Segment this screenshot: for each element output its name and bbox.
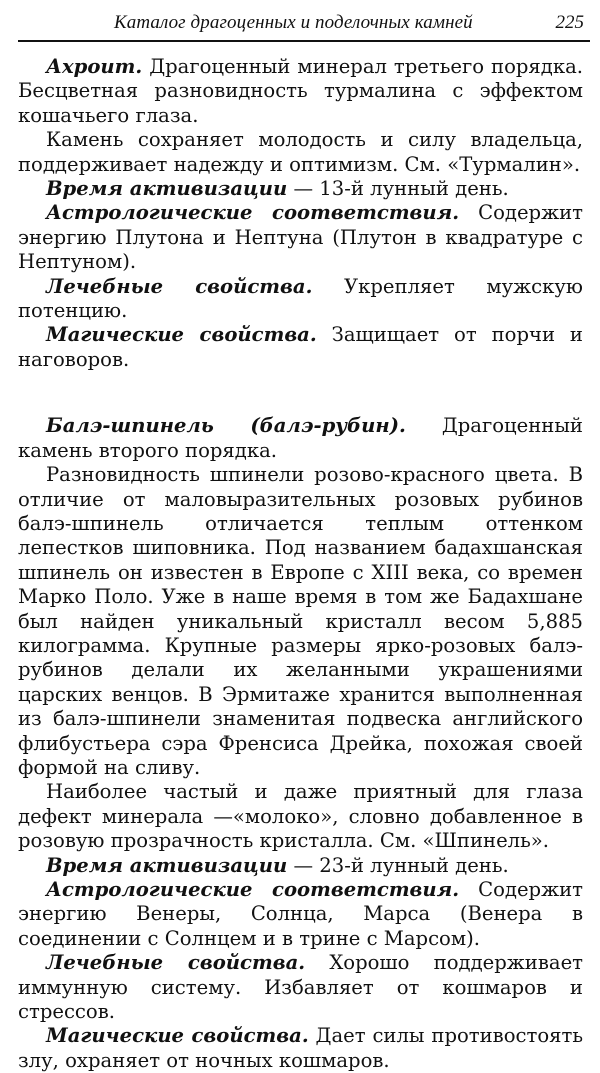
activation-label: Время активизации xyxy=(46,853,288,877)
page-content xyxy=(18,55,583,1073)
astro-label: Астрологические соответствия. xyxy=(46,201,460,225)
entry-definition: Драгоценный минерал третьего порядка. Бесцветная разновидность турмалина с эффектом кошачьего глаза. xyxy=(18,55,583,127)
healing-text: Хорошо поддерживает иммунную систему. Избавляет от кошмаров и стрессов. xyxy=(18,951,584,1024)
magic-paragraph xyxy=(18,323,583,372)
running-title: Каталог драгоценных и поделочных камней xyxy=(114,12,473,33)
entry-description: Разновидность шпинели розово-красного цвета. В отличие от маловыразительных розовых рубинов балэ-шпинель отличается теплым оттенком лепестков шиповника. Под названием бадахшанская шпинель он известен в Европе с XIII века, со времен Марко Поло. Уже в наше время в том же Бадахшане был найден уникальный кристалл весом 5,885 килограмма. Крупные размеры ярко-розовых балэ-рубинов делали их желанными украшениями царских венцов. В Эрмитаже хранится выполненная из балэ-шпинели знаменитая подвеска английского флибустьера сэра Френсиса Дрейка, похожая своей формой на сливу. xyxy=(18,463,583,779)
activation-label: Время активизации xyxy=(46,177,288,201)
astro-paragraph xyxy=(18,878,583,951)
healing-label: Лечебные свойства. xyxy=(46,274,313,298)
entry-description: Наиболее частый и даже приятный для глаза дефект минерала —«молоко», словно добавленное в розовую прозрачность кристалла. См. «Шпинель». xyxy=(18,780,583,853)
healing-paragraph xyxy=(18,951,583,1024)
magic-text: Защищает от порчи и наговоров. xyxy=(18,323,583,371)
running-header xyxy=(18,8,590,42)
entry-title: Балэ-шпинель (балэ-рубин). xyxy=(46,414,406,438)
entry-description: Камень сохраняет молодость и силу владельца, поддерживает надежду и оптимизм. См. «Турмалин». xyxy=(18,128,583,176)
magic-paragraph xyxy=(18,1024,583,1073)
astro-text: Содержит энергию Венеры, Солнца, Марса (Венера в соединении с Солнцем и в трине с Марсом). xyxy=(18,878,584,950)
activation-text: — 13-й лунный день. xyxy=(293,177,509,201)
magic-label: Магические свойства. xyxy=(46,1024,309,1048)
entry-heading xyxy=(18,55,583,128)
entry-spacer xyxy=(18,372,583,414)
activation-text: — 23-й лунный день. xyxy=(293,853,509,877)
astro-paragraph xyxy=(18,201,583,274)
activation-paragraph xyxy=(18,177,583,201)
entry-definition: Драгоценный камень второго порядка. xyxy=(18,414,583,462)
entry-heading xyxy=(18,414,583,463)
activation-paragraph xyxy=(18,854,583,878)
entry-title: Ахроит. xyxy=(46,55,143,78)
astro-text: Содержит энергию Плутона и Нептуна (Плутон в квадратуре с Нептуном). xyxy=(18,201,584,274)
page-number: 225 xyxy=(555,12,584,33)
healing-text: Укрепляет мужскую потенцию. xyxy=(18,274,583,323)
magic-label: Магические свойства. xyxy=(46,323,317,347)
magic-text: Дает силы противостоять злу, охраняет от ночных кошмаров. xyxy=(18,1024,583,1072)
healing-paragraph xyxy=(18,275,583,324)
astro-label: Астрологические соответствия. xyxy=(46,878,460,901)
healing-label: Лечебные свойства. xyxy=(46,951,306,975)
